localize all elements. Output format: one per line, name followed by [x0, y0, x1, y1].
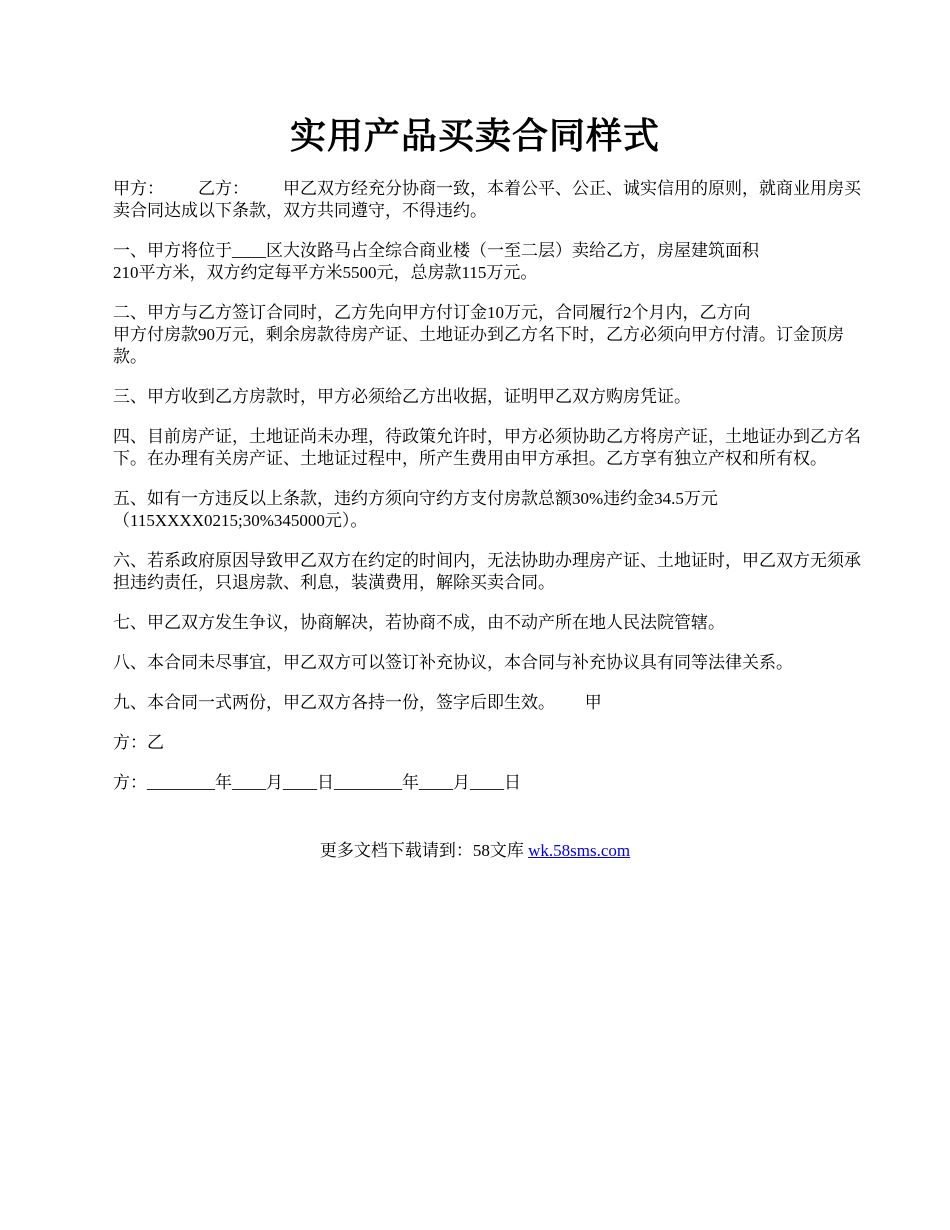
- paragraph-preamble: 甲方： 乙方： 甲乙双方经充分协商一致，本着公平、公正、诚实信用的原则，就商业用房买卖合同达成以下条款，双方共同遵守，不得违约。: [113, 179, 861, 220]
- paragraph-clause-4: 四、目前房产证，土地证尚未办理，待政策允许时，甲方必须协助乙方将房产证，土地证办到乙方名下。在办理有关房产证、土地证过程中，所产生费用由甲方承担。乙方享有独立产权和所有权。: [113, 427, 861, 468]
- document-title: 实用产品买卖合同样式: [289, 116, 660, 156]
- footer-text: 更多文档下载请到：58文库: [319, 841, 529, 860]
- download-footer: [0, 839, 950, 863]
- paragraph-clause-1: 一、甲方将位于____区大汝路马占全综合商业楼（一至二层）卖给乙方，房屋建筑面积 210平方米，双方约定每平方米5500元，总房款115万元。: [113, 241, 759, 282]
- footer-link[interactable]: wk.58sms.com: [528, 841, 631, 860]
- signature-date-line: 方：________年____月____日________年____月____日: [113, 773, 521, 792]
- paragraph-clause-5: 五、如有一方违反以上条款，违约方须向守约方支付房款总额30%违约金34.5万元 （115XXXX0215;30%345000元）。: [113, 489, 718, 530]
- paragraph-clause-2: 二、甲方与乙方签订合同时，乙方先向甲方付订金10万元，合同履行2个月内，乙方向 甲方付房款90万元，剩余房款待房产证、土地证办到乙方名下时，乙方必须向甲方付清。订金顶房款。: [113, 303, 844, 366]
- paragraph-clause-7: 七、甲乙双方发生争议，协商解决，若协商不成，由不动产所在地人民法院管辖。: [113, 613, 725, 632]
- paragraph-clause-6: 六、若系政府原因导致甲乙双方在约定的时间内，无法协助办理房产证、土地证时，甲乙双方无须承担违约责任，只退房款、利息，装潢费用，解除买卖合同。: [113, 551, 861, 592]
- document-body: [113, 178, 863, 812]
- signature-line-party-b: 方：乙: [113, 733, 164, 752]
- paragraph-clause-8: 八、本合同未尽事宜，甲乙双方可以签订补充协议，本合同与补充协议具有同等法律关系。: [113, 653, 793, 672]
- paragraph-clause-3: 三、甲方收到乙方房款时，甲方必须给乙方出收据，证明甲乙双方购房凭证。: [113, 387, 691, 406]
- paragraph-clause-9: 九、本合同一式两份，甲乙双方各持一份，签字后即生效。 甲: [113, 693, 602, 712]
